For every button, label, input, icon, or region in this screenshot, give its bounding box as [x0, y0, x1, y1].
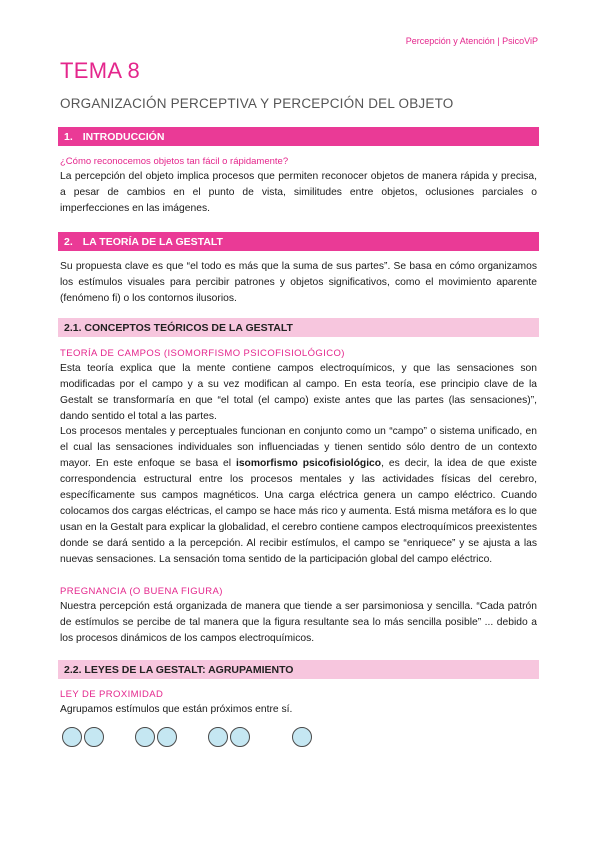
intro-paragraph: La percepción del objeto implica procesos que permiten reconocer objetos de manera rápida y precisa, a pesar de cambios en el punto de vista, similitudes entre objetos, oclusiones parciales o imperfecciones en las imágenes. — [60, 171, 537, 214]
proximity-circle — [157, 727, 177, 747]
proximidad-heading: LEY DE PROXIMIDAD — [60, 689, 164, 700]
intro-question: ¿Cómo reconocemos objetos tan fácil o rápidamente? — [60, 156, 289, 167]
section-title: LA TEORÍA DE LA GESTALT — [82, 236, 223, 248]
proximity-circle — [135, 727, 155, 747]
pregnancia-paragraph: Nuestra percepción está organizada de manera que tiende a ser parsimoniosa y sencilla. “Cada patrón de estímulos se percibe de tal manera que la figura resultante sea lo más sencilla posible” ... debido a los procesos dinámicos de los campos electroquímicos. — [60, 601, 537, 644]
campos-heading: TEORÍA DE CAMPOS (ISOMORFISMO PSICOFISIOLÓGICO) — [60, 348, 345, 359]
subsection-heading-conceptos: 2.1. CONCEPTOS TEÓRICOS DE LA GESTALT — [58, 318, 539, 337]
gestalt-paragraph: Su propuesta clave es que “el todo es más que la suma de sus partes”. Se basa en cómo organizamos los estímulos visuales para percibir patrones y objetos significativos, como el movimiento aparente (fenómeno fi) o los contornos ilusorios. — [60, 261, 537, 304]
section-number: 1. — [64, 131, 73, 143]
section-title: INTRODUCCIÓN — [82, 131, 165, 143]
proximity-circle — [230, 727, 250, 747]
campos-paragraph-2: Los procesos mentales y perceptuales funcionan en conjunto como un “campo” o sistema unificado, en el cual las sensaciones individuales son influenciadas y tienen sentido sólo dentro de un contexto mayor. En este enfoque se basa el isomorfismo psicofisiológico, es decir, la idea de que existe correspondencia estructural entre los procesos mentales y las actividades físicas del cerebro, específicamente sus campos magnéticos. Una carga eléctrica genera un campo eléctrico. Cuando colocamos dos cargas eléctricas, el campo se hace más rico y aumenta. Está misma metáfora es lo que usan en la Gestalt para explicar la globalidad, el cerebro contiene campos electroquímicos preexistentes donde se dará sentido a la percepción. Al recibir estímulos, el campo se “enriquece” y se ajusta a las nuevas sensaciones. La sensación toma sentido de la participación global del campo eléctrico. — [60, 426, 538, 565]
subsection-heading-leyes: 2.2. LEYES DE LA GESTALT: AGRUPAMIENTO — [58, 660, 539, 679]
page-title: TEMA 8 — [60, 58, 141, 83]
section-heading-introduccion — [58, 127, 539, 146]
proximity-circle — [292, 727, 312, 747]
course-header: Percepción y Atención | PsicoViP — [405, 36, 538, 46]
section-heading-gestalt — [58, 232, 539, 251]
proximity-circle — [84, 727, 104, 747]
proximity-figure — [62, 727, 322, 751]
campos-paragraph-1: Esta teoría explica que la mente contiene campos electroquímicos, y que las sensaciones son modificadas por el campo y a su vez modifican al campo. En esta teoría, ese principio clave de la Gestalt se transformaría en que “el total (el campo) existe antes que las partes (las sensaciones)”, dando sentido el total a las partes. — [60, 363, 537, 422]
proximidad-paragraph: Agrupamos estímulos que están próximos entre sí. — [60, 704, 293, 715]
page-subtitle: ORGANIZACIÓN PERCEPTIVA Y PERCEPCIÓN DEL OBJETO — [60, 96, 454, 111]
pregnancia-heading: PREGNANCIA (O BUENA FIGURA) — [60, 586, 223, 597]
isomorfismo-term: isomorfismo psicofisiológico — [235, 458, 382, 469]
section-number: 2. — [64, 236, 73, 248]
proximity-circle — [62, 727, 82, 747]
proximity-circle — [208, 727, 228, 747]
